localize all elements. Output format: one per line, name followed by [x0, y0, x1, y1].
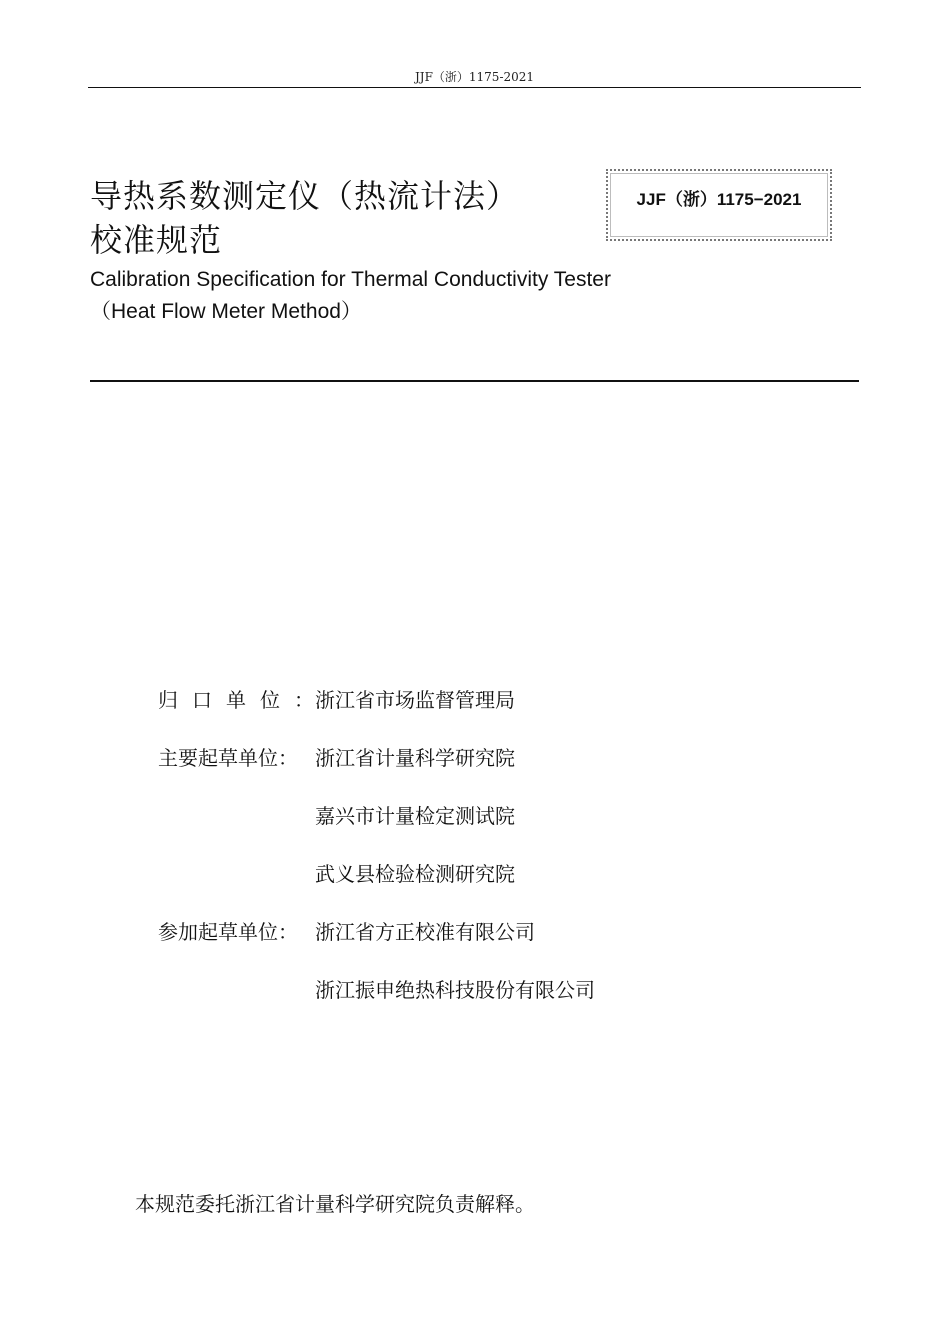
interpretation-note: 本规范委托浙江省计量科学研究院负责解释。 — [135, 1192, 535, 1216]
english-title-line-1: Calibration Specification for Thermal Conductivity Tester — [90, 268, 611, 291]
participating-unit-label: 参加起草单位： — [158, 920, 298, 944]
responsible-unit-value: 浙江省市场监督管理局 — [315, 688, 515, 712]
running-header: JJF（浙）1175-2021 — [414, 70, 535, 84]
header-rule — [88, 87, 861, 88]
english-title-line-2: （Heat Flow Meter Method） — [90, 300, 362, 323]
main-drafting-unit-value: 武义县检验检测研究院 — [315, 862, 515, 886]
chinese-title-line-1: 导热系数测定仪（热流计法） — [90, 177, 520, 215]
main-drafting-unit-label: 主要起草单位： — [158, 746, 298, 770]
chinese-title-line-2: 校准规范 — [90, 221, 223, 259]
title-separator-rule — [90, 380, 859, 382]
standard-code-box — [606, 169, 832, 241]
main-drafting-unit-value: 浙江省计量科学研究院 — [315, 746, 515, 770]
chinese-title — [90, 174, 519, 262]
standard-code: JJF（浙）1175−2021 — [636, 190, 802, 209]
english-title — [90, 264, 611, 328]
responsible-unit-label: 归口单位： — [158, 688, 328, 712]
main-drafting-unit-value: 嘉兴市计量检定测试院 — [315, 804, 515, 828]
participating-unit-value: 浙江省方正校准有限公司 — [315, 920, 535, 944]
participating-unit-value: 浙江振申绝热科技股份有限公司 — [315, 978, 595, 1002]
